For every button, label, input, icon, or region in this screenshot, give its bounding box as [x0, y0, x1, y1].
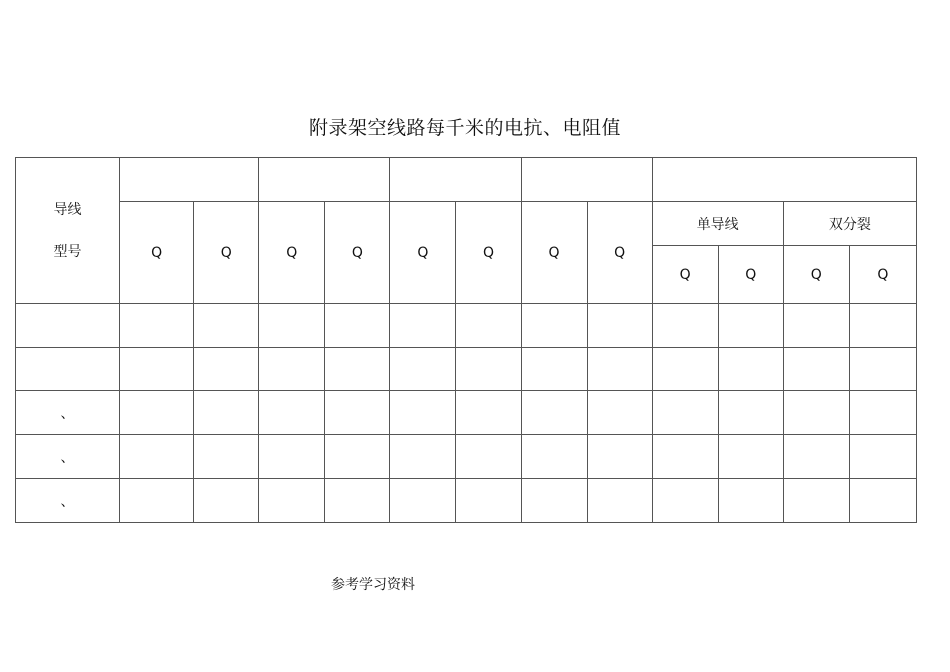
- footer-note: 参考学习资料: [331, 577, 415, 593]
- table-cell: [783, 304, 849, 348]
- unit-header: Q: [259, 202, 325, 304]
- unit-header: Q: [325, 202, 390, 304]
- table-cell: [390, 304, 456, 348]
- group-header-5: [652, 158, 916, 202]
- table-cell: [259, 391, 325, 435]
- group-header-1: [120, 158, 259, 202]
- row-label: [16, 348, 120, 391]
- table-cell: [652, 348, 718, 391]
- header-row-2: [16, 202, 917, 246]
- single-conductor-header: 单导线: [652, 202, 783, 246]
- table-cell: [194, 304, 259, 348]
- unit-header: Q: [849, 246, 916, 304]
- table-row: [16, 391, 917, 435]
- group-header-3: [390, 158, 521, 202]
- table-cell: [325, 391, 390, 435]
- table-cell: [390, 435, 456, 479]
- table-cell: [456, 479, 521, 523]
- unit-header: Q: [521, 202, 587, 304]
- unit-header: Q: [783, 246, 849, 304]
- group-header-4: [521, 158, 652, 202]
- table-cell: [849, 304, 916, 348]
- unit-header: Q: [652, 246, 718, 304]
- table-cell: [259, 479, 325, 523]
- table-cell: [259, 304, 325, 348]
- header-row-1: [16, 158, 917, 202]
- table-cell: [587, 348, 652, 391]
- conductor-model-header: [16, 158, 120, 304]
- unit-header: Q: [456, 202, 521, 304]
- double-split-header: 双分裂: [783, 202, 916, 246]
- model-header-line2: 型号: [53, 243, 82, 260]
- table-cell: [521, 479, 587, 523]
- table-cell: [718, 304, 783, 348]
- table-row: [16, 479, 917, 523]
- table-cell: [120, 391, 194, 435]
- table-cell: [325, 348, 390, 391]
- table-cell: [849, 348, 916, 391]
- table-cell: [390, 348, 456, 391]
- table-cell: [783, 348, 849, 391]
- row-label: 、: [16, 391, 120, 435]
- table-cell: [652, 391, 718, 435]
- table-cell: [783, 479, 849, 523]
- unit-header: Q: [390, 202, 456, 304]
- conductor-header-line1: 导线: [53, 201, 82, 218]
- row-label: 、: [16, 435, 120, 479]
- unit-header: Q: [587, 202, 652, 304]
- table-cell: [120, 348, 194, 391]
- table-cell: [194, 435, 259, 479]
- table-cell: [718, 479, 783, 523]
- table-cell: [521, 391, 587, 435]
- table-cell: [521, 435, 587, 479]
- table-cell: [718, 391, 783, 435]
- table-cell: [783, 435, 849, 479]
- unit-header: Q: [194, 202, 259, 304]
- table-cell: [849, 479, 916, 523]
- table-cell: [849, 435, 916, 479]
- table-cell: [390, 479, 456, 523]
- table-cell: [652, 304, 718, 348]
- table-cell: [390, 391, 456, 435]
- table-cell: [194, 391, 259, 435]
- table-cell: [120, 304, 194, 348]
- table-cell: [587, 479, 652, 523]
- table-row: [16, 304, 917, 348]
- table-cell: [325, 304, 390, 348]
- table-cell: [587, 304, 652, 348]
- unit-header: Q: [120, 202, 194, 304]
- table-cell: [718, 435, 783, 479]
- table-cell: [259, 435, 325, 479]
- page-title: 附录架空线路每千米的电抗、电阻值: [308, 117, 621, 139]
- table-cell: [194, 479, 259, 523]
- table-cell: [325, 479, 390, 523]
- group-header-2: [259, 158, 390, 202]
- table-cell: [456, 304, 521, 348]
- table-cell: [325, 435, 390, 479]
- resistance-reactance-table: [15, 157, 917, 523]
- row-label: [16, 304, 120, 348]
- table-cell: [652, 479, 718, 523]
- table-cell: [587, 435, 652, 479]
- table-cell: [456, 391, 521, 435]
- table-cell: [456, 348, 521, 391]
- table-row: [16, 348, 917, 391]
- table-cell: [652, 435, 718, 479]
- table-cell: [718, 348, 783, 391]
- table-cell: [849, 391, 916, 435]
- table-cell: [259, 348, 325, 391]
- table-cell: [194, 348, 259, 391]
- table-cell: [783, 391, 849, 435]
- unit-header: Q: [718, 246, 783, 304]
- table-cell: [587, 391, 652, 435]
- table-row: [16, 435, 917, 479]
- row-label: 、: [16, 479, 120, 523]
- table-cell: [521, 304, 587, 348]
- table-cell: [456, 435, 521, 479]
- table-cell: [521, 348, 587, 391]
- table-cell: [120, 435, 194, 479]
- table-cell: [120, 479, 194, 523]
